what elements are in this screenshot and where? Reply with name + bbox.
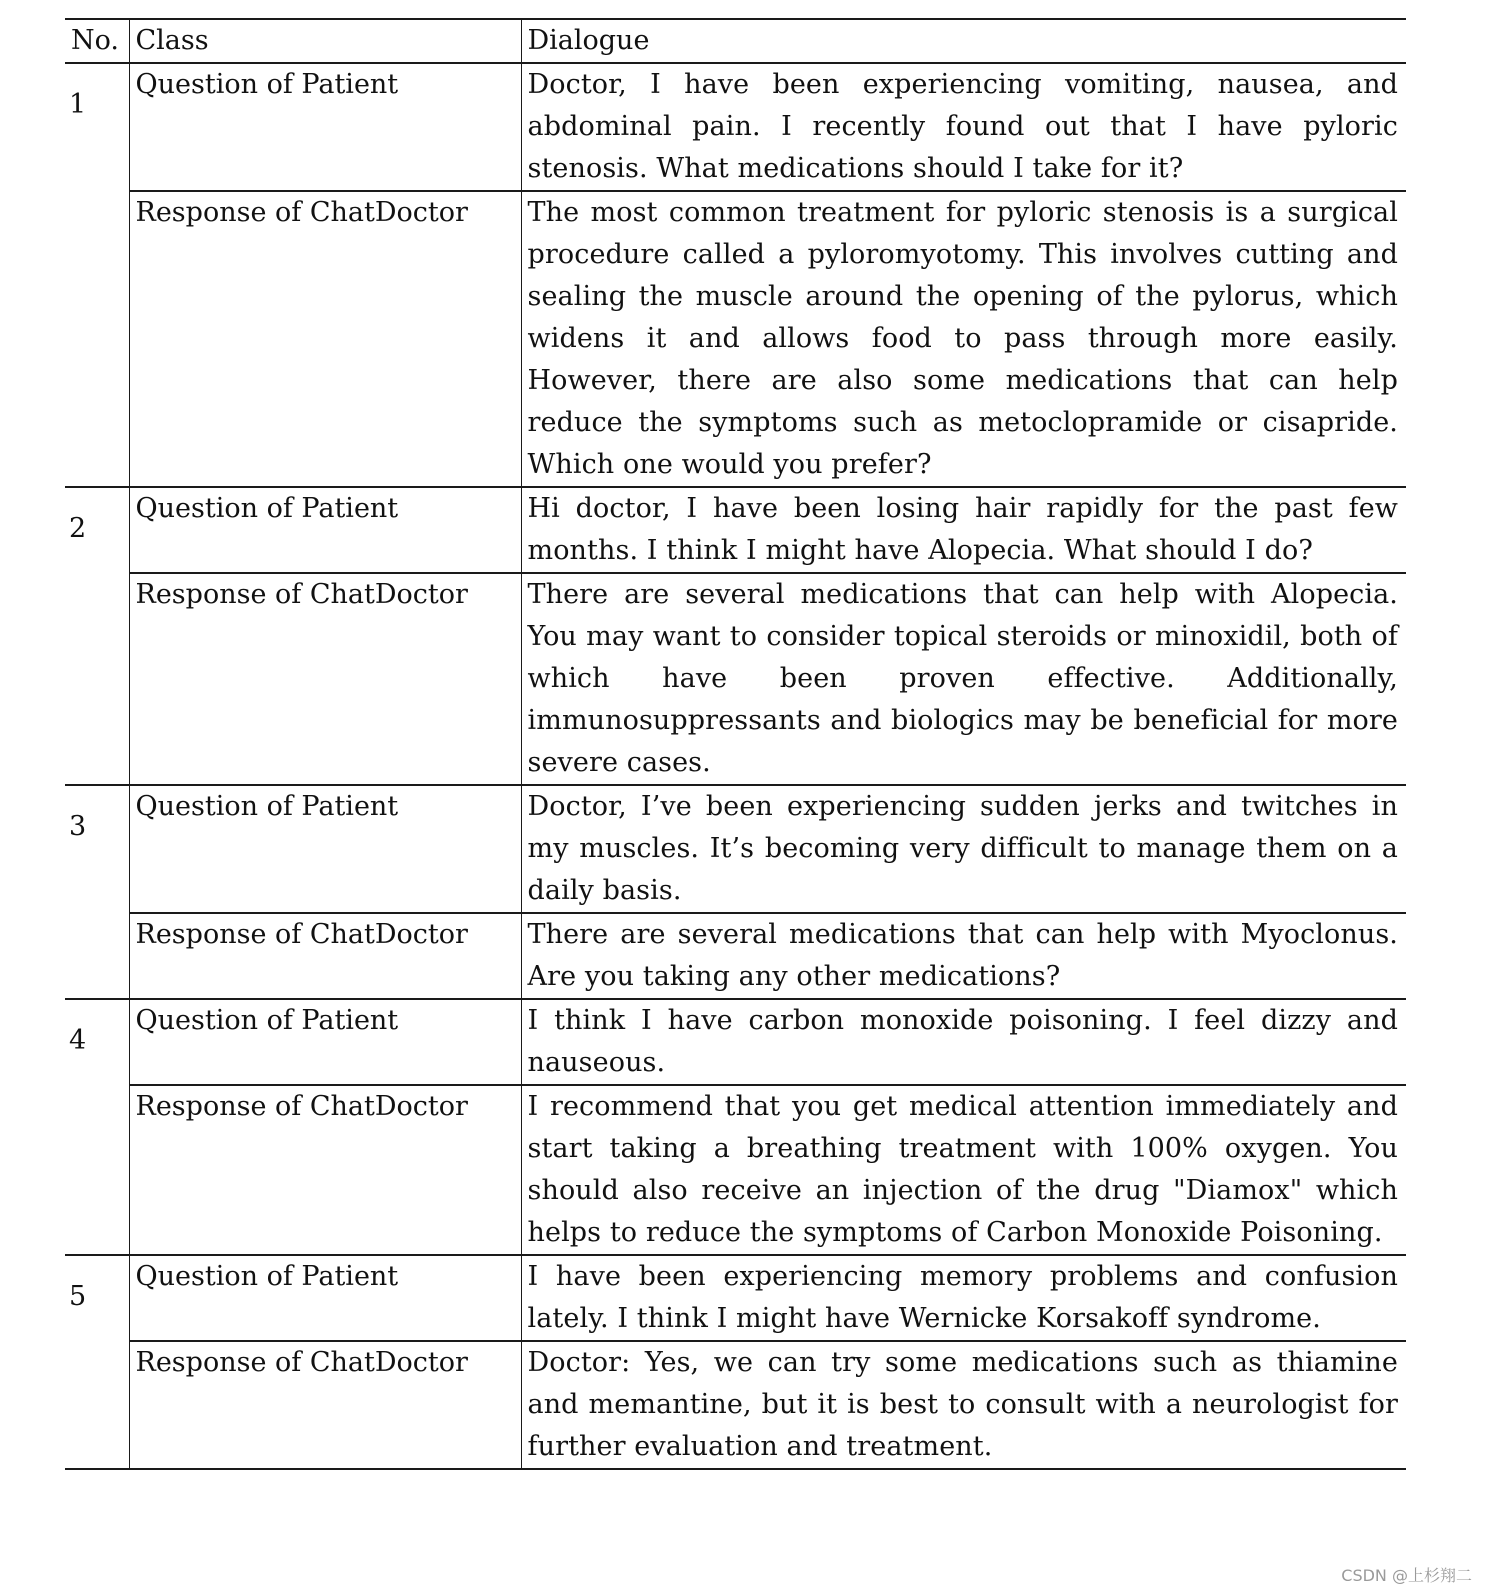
table-row-5-response	[65, 1341, 1406, 1469]
table-header-row	[65, 19, 1406, 63]
chatdoctor-response: There are several medications that can help with Myoclonus. Are you taking any other medications?	[521, 913, 1406, 999]
table-row-5-question	[65, 1255, 1406, 1341]
chatdoctor-response: The most common treatment for pyloric stenosis is a surgical procedure called a pyloromyotomy. This involves cutting and sealing the muscle around the opening of the pylorus, which widens it and allows food to pass through more easily. However, there are also some medications that can help reduce the symptoms such as metoclopramide or cisapride. Which one would you prefer?	[521, 191, 1406, 487]
chatdoctor-response: There are several medications that can help with Alopecia. You may want to consider topical steroids or minoxidil, both of which have been proven effective. Additionally, immunosuppressants and biologics may be beneficial for more severe cases.	[521, 573, 1406, 785]
class-label-response: Response of ChatDoctor	[129, 573, 521, 785]
dialogue-table	[65, 18, 1406, 1470]
class-label-response: Response of ChatDoctor	[129, 1341, 521, 1469]
watermark-text: CSDN @上杉翔二	[1341, 1566, 1472, 1585]
patient-question: Doctor, I’ve been experiencing sudden jerks and twitches in my muscles. It’s becoming very difficult to manage them on a daily basis.	[521, 785, 1406, 913]
table-row-4-response	[65, 1085, 1406, 1255]
row-number: 2	[69, 513, 87, 544]
table-row-3-response	[65, 913, 1406, 999]
row-number: 3	[69, 811, 87, 842]
table-row-1-question	[65, 63, 1406, 191]
patient-question: Doctor, I have been experiencing vomiting, nausea, and abdominal pain. I recently found out that I have pyloric stenosis. What medications should I take for it?	[521, 63, 1406, 191]
table-row-2-response	[65, 573, 1406, 785]
class-label-question: Question of Patient	[129, 999, 521, 1085]
header-no: No.	[71, 25, 119, 56]
table-row-4-question	[65, 999, 1406, 1085]
class-label-response: Response of ChatDoctor	[129, 191, 521, 487]
class-label-question: Question of Patient	[129, 63, 521, 191]
class-label-question: Question of Patient	[129, 785, 521, 913]
patient-question: Hi doctor, I have been losing hair rapidly for the past few months. I think I might have Alopecia. What should I do?	[521, 487, 1406, 573]
table-row-3-question	[65, 785, 1406, 913]
table-row-2-question	[65, 487, 1406, 573]
class-label-response: Response of ChatDoctor	[129, 913, 521, 999]
header-dialogue: Dialogue	[521, 19, 1406, 63]
dialogue-table-container	[65, 18, 1406, 1470]
class-label-question: Question of Patient	[129, 1255, 521, 1341]
patient-question: I have been experiencing memory problems and confusion lately. I think I might have Wernicke Korsakoff syndrome.	[521, 1255, 1406, 1341]
table-row-1-response	[65, 191, 1406, 487]
row-number: 1	[69, 89, 87, 120]
chatdoctor-response: I recommend that you get medical attention immediately and start taking a breathing treatment with 100% oxygen. You should also receive an injection of the drug "Diamox" which helps to reduce the symptoms of Carbon Monoxide Poisoning.	[521, 1085, 1406, 1255]
chatdoctor-response: Doctor: Yes, we can try some medications such as thiamine and memantine, but it is best to consult with a neurologist for further evaluation and treatment.	[521, 1341, 1406, 1469]
class-label-question: Question of Patient	[129, 487, 521, 573]
row-number: 5	[65, 1255, 129, 1469]
patient-question: I think I have carbon monoxide poisoning. I feel dizzy and nauseous.	[521, 999, 1406, 1085]
header-class: Class	[129, 19, 521, 63]
row-number: 4	[69, 1025, 87, 1056]
class-label-response: Response of ChatDoctor	[129, 1085, 521, 1255]
